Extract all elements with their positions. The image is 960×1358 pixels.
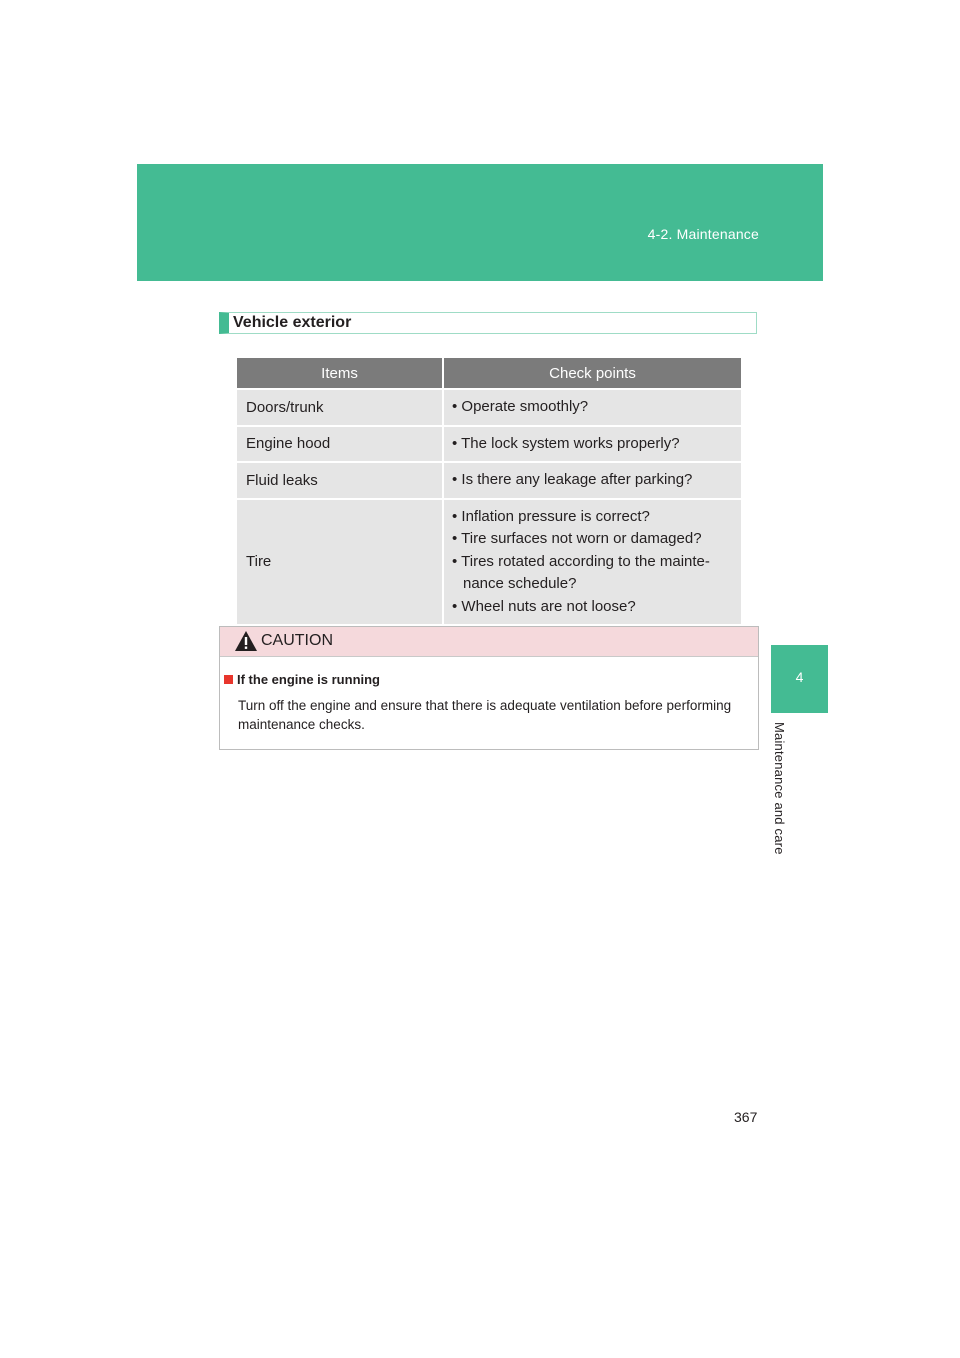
check-point-cell (443, 426, 741, 463)
table-row (237, 499, 741, 625)
section-heading: Vehicle exterior (233, 314, 352, 331)
check-point-cell (443, 499, 741, 625)
table-row (237, 462, 741, 499)
check-point: • Wheel nuts are not loose? (452, 597, 636, 615)
section-heading-bar (219, 312, 757, 334)
section-title: 4-2. Maintenance (647, 226, 759, 242)
item-cell: Fluid leaks (237, 462, 443, 499)
column-header-items: Items (237, 358, 443, 389)
chapter-tab (771, 645, 828, 713)
chapter-number: 4 (795, 669, 804, 685)
check-point: • Tire surfaces not worn or damaged? (452, 530, 702, 547)
red-square-bullet-icon (224, 675, 233, 684)
check-point: • Operate smoothly? (452, 398, 589, 415)
caution-header (220, 627, 758, 657)
check-point-continuation: nance schedule? (463, 575, 577, 592)
check-point-list (452, 390, 732, 425)
warning-triangle-icon (234, 630, 258, 657)
caution-subheading-text: If the engine is running (237, 672, 380, 687)
table-row (237, 389, 741, 426)
item-cell: Doors/trunk (237, 389, 443, 426)
item-cell: Engine hood (237, 426, 443, 463)
table-row (237, 426, 741, 463)
check-point: • The lock system works properly? (452, 434, 680, 452)
item-cell: Tire (237, 499, 443, 625)
caution-body: Turn off the engine and ensure that there is adequate ventilation before performing maintenance checks. (238, 698, 732, 732)
check-point: • Inflation pressure is correct? (452, 507, 650, 525)
check-point-cell (443, 462, 741, 499)
table-header-row (237, 358, 741, 389)
chapter-header-band (137, 164, 823, 281)
check-point-list (452, 427, 732, 462)
check-point-list (452, 500, 732, 625)
caution-title: CAUTION (261, 632, 333, 649)
column-header-check-points: Check points (443, 358, 741, 389)
check-point-list (452, 463, 732, 498)
check-table (237, 358, 741, 624)
caution-box (219, 626, 759, 750)
check-point: • Tires rotated according to the mainte- (452, 552, 710, 570)
page-number: 367 (734, 1109, 758, 1125)
caution-subheading (224, 672, 380, 687)
chapter-label: Maintenance and care (772, 722, 787, 855)
check-point-cell (443, 389, 741, 426)
check-point: • Is there any leakage after parking? (452, 471, 693, 488)
